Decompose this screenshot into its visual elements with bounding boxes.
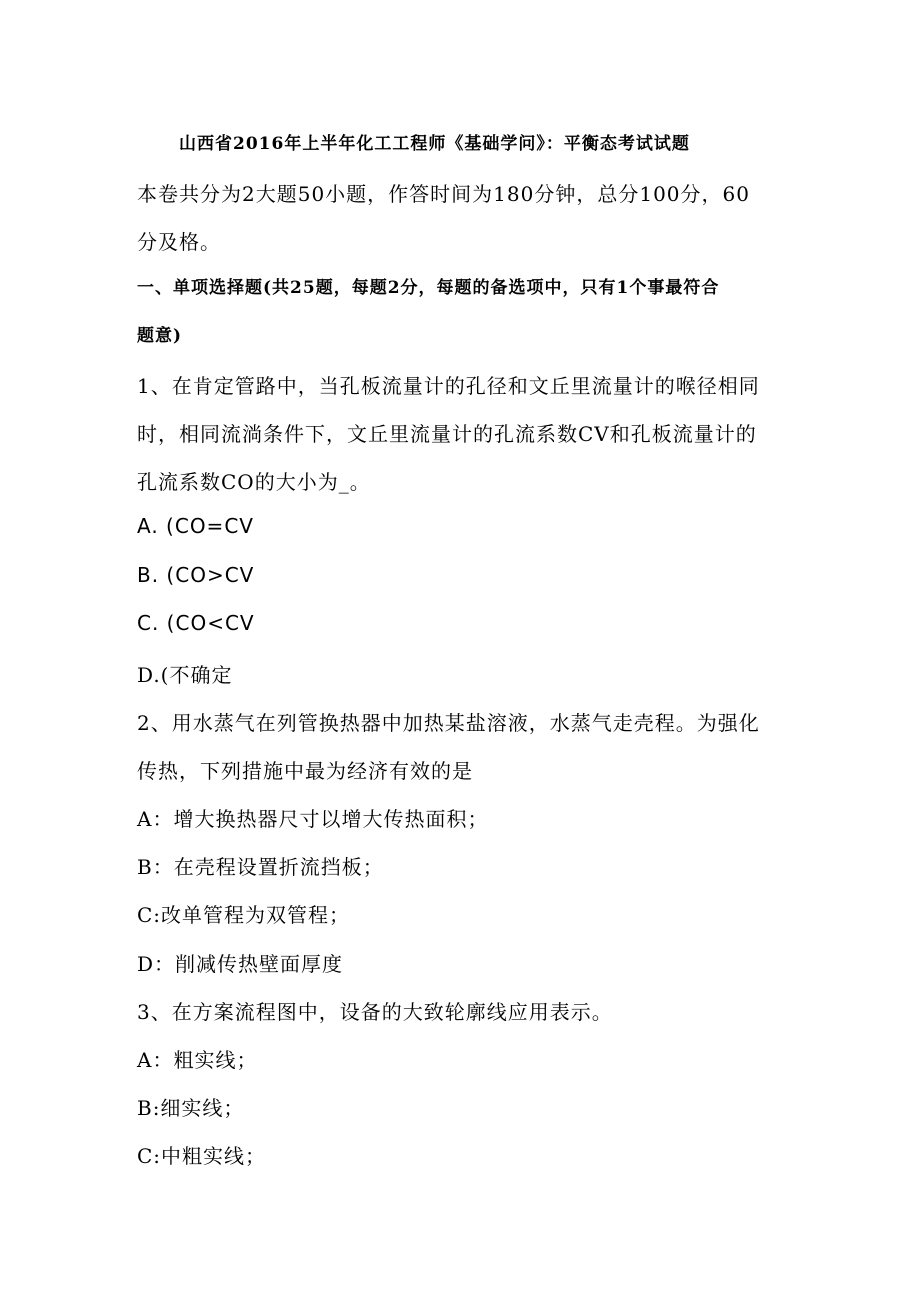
question-2-option-b: B：在壳程设置折流挡板； bbox=[137, 855, 384, 879]
question-3-option-b: B:细实线； bbox=[137, 1096, 245, 1120]
question-2-text: 传热，下列措施中最为经济有效的是 bbox=[137, 759, 473, 783]
question-1-text: 1、在肯定管路中，当孔板流量计的孔径和文丘里流量计的喉径相同 bbox=[137, 374, 760, 398]
question-1-option-c: C. (CO<CV bbox=[137, 611, 255, 635]
question-3-option-a: A：粗实线； bbox=[137, 1048, 258, 1072]
question-2-option-c: C:改单管程为双管程； bbox=[137, 903, 351, 927]
question-1-option-d: D.(不确定 bbox=[137, 663, 233, 687]
section-heading: 一、单项选择题(共25题，每题2分，每题的备选项中，只有1个事最符合 bbox=[137, 278, 720, 298]
intro-line: 本卷共分为2大题50小题，作答时间为180分钟，总分100分，60 bbox=[137, 182, 750, 206]
question-1-text: 孔流系数CO的大小为_。 bbox=[137, 470, 371, 494]
question-2-option-a: A：增大换热器尺寸以增大传热面积； bbox=[137, 807, 489, 831]
intro-line: 分及格。 bbox=[137, 230, 221, 254]
question-1-text: 时，相同流淌条件下，文丘里流量计的孔流系数CV和孔板流量计的 bbox=[137, 422, 757, 446]
question-2-option-d: D：削减传热壁面厚度 bbox=[137, 952, 344, 976]
document-title: 山西省2016年上半年化工工程师《基础学问》：平衡态考试试题 bbox=[179, 134, 690, 154]
question-2-text: 2、用水蒸气在列管换热器中加热某盐溶液，水蒸气走壳程。为强化 bbox=[137, 711, 760, 735]
question-1-option-a: A. (CO=CV bbox=[137, 514, 254, 538]
question-3-text: 3、在方案流程图中，设备的大致轮廓线应用表示。 bbox=[137, 1000, 613, 1024]
section-heading: 题意) bbox=[137, 326, 183, 346]
question-3-option-c: C:中粗实线； bbox=[137, 1144, 267, 1168]
question-1-option-b: B. (CO>CV bbox=[137, 563, 255, 587]
